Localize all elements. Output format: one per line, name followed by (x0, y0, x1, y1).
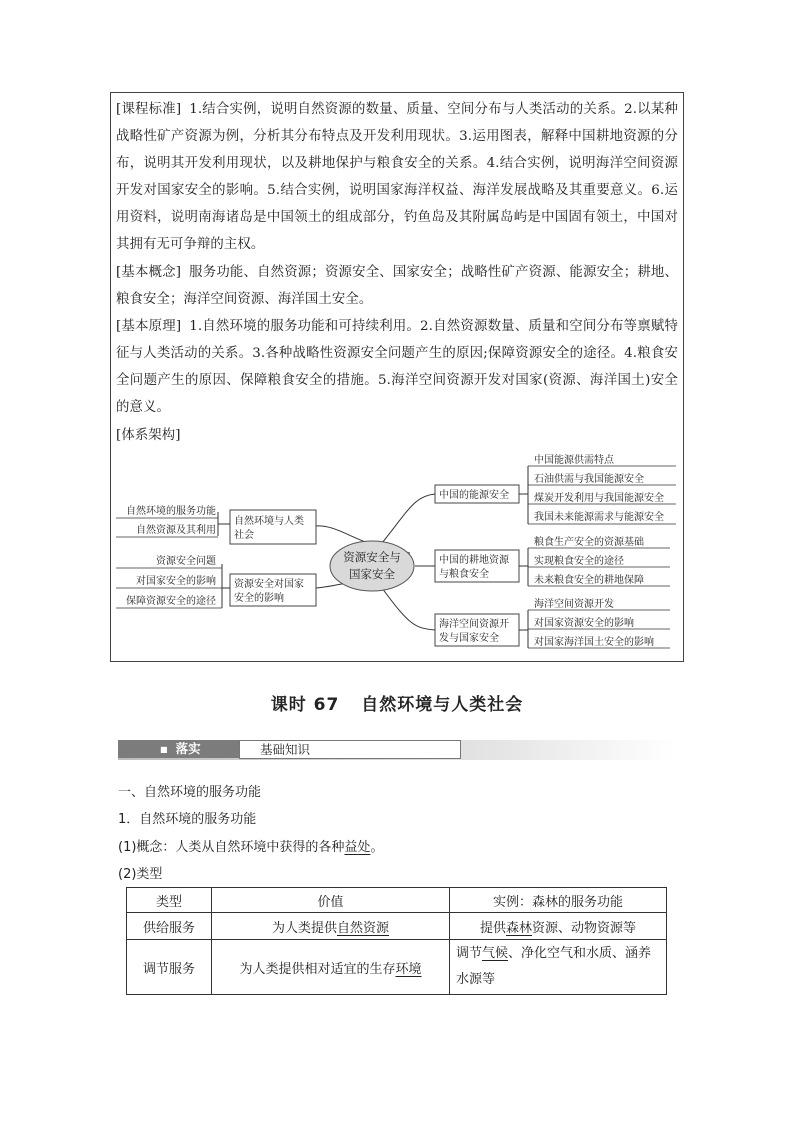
left-branch-1-title-1: 自然环境与人类 (234, 516, 304, 527)
right-branch-2-title-1: 中国的耕地资源 (439, 555, 509, 566)
types-label: (2)类型 (118, 867, 163, 882)
left-branch-1-item-2: 自然资源及其利用 (136, 525, 216, 536)
principles-label: [基本原理] (116, 319, 182, 334)
concepts-label: [基本概念] (116, 265, 182, 280)
right-branch-3-item-3: 对国家海洋国土安全的影响 (534, 637, 654, 648)
left-branch-2-title-2: 安全的影响 (234, 593, 284, 604)
answer-key: 益处 (344, 840, 371, 855)
lesson-number: 课时 67 (270, 695, 340, 715)
definition-line: (1)概念：人类从自然环境中获得的各种益处。 (118, 840, 384, 855)
right-branch-1-item-1: 中国能源供需特点 (534, 455, 614, 466)
left-branch-2-item-1: 资源安全问题 (156, 556, 216, 567)
table-header-row (127, 888, 667, 913)
right-branch-3-item-1: 海洋空间资源开发 (534, 599, 614, 610)
basic-principles (116, 313, 678, 421)
header-value: 价值 (212, 888, 450, 913)
right-branch-3-title-1: 海洋空间资源开 (439, 619, 509, 630)
framework-label: [体系架构] (116, 428, 181, 443)
header-type: 类型 (127, 888, 212, 913)
right-branch-2-item-3: 未来粮食安全的耕地保障 (534, 575, 644, 586)
course-standards (116, 96, 678, 258)
center-line-2: 国家安全 (349, 567, 395, 581)
right-branch-2-item-2: 实现粮食安全的途径 (534, 556, 624, 567)
framework-mind-map (110, 448, 684, 658)
right-branch-2-title-2: 与粮食安全 (439, 569, 489, 580)
center-node (330, 541, 414, 591)
right-branch-1-item-3: 煤炭开发利用与我国能源安全 (534, 493, 664, 504)
right-branch-1-item-4: 我国未来能源需求与能源安全 (534, 512, 664, 523)
concepts-text: 服务功能、自然资源；资源安全、国家安全；战略性矿产资源、能源安全；耕地、粮食安全；海洋空间资源、海洋国土安全。 (116, 265, 678, 307)
lesson-name: 自然环境与人类社会 (361, 695, 524, 715)
section-tag-text: 落实 (175, 741, 201, 756)
section-bar (118, 740, 676, 760)
header-example: 实例：森林的服务功能 (450, 888, 667, 913)
left-branch-1-item-1: 自然环境的服务功能 (126, 506, 216, 517)
right-branch-1-item-2: 石油供需与我国能源安全 (534, 474, 644, 485)
standards-text: 1.结合实例，说明自然资源的数量、质量、空间分布与人类活动的关系。2.以某种战略性矿产资源为例，分析其分布特点及开发利用现状。3.运用图表，解释中国耕地资源的分布，说明其开发利用现状，以及耕地保护与粮食安全的关系。4.结合实例，说明海洋空间资源开发对国家安全的影响。5.结合实例，说明国家海洋权益、海洋发展战略及其重要意义。6.运用资料，说明南海诸岛是中国领土的组成部分，钓鱼岛及其附属岛屿是中国固有领土，中国对其拥有无可争辩的主权。 (116, 102, 678, 252)
right-branch-1-title: 中国的能源安全 (439, 490, 509, 501)
framework-heading (116, 422, 678, 449)
standards-label: [课程标准] (116, 102, 182, 117)
right-branch-3-title-2: 发与国家安全 (439, 633, 499, 644)
section-label: 基础知识 (239, 740, 461, 759)
heading-1: 一、自然环境的服务功能 (118, 785, 262, 800)
right-branch-2-item-1: 粮食生产安全的资源基础 (534, 537, 644, 548)
left-branch-1-title-2: 社会 (234, 530, 254, 541)
connector-right-1 (382, 494, 435, 543)
table-row: 调节服务 为人类提供相对适宜的生存环境 调节气候、净化空气和水质、涵养水源等 (127, 940, 667, 995)
principles-text: 1.自然环境的服务功能和可持续利用。2.自然资源数量、质量和空间分布等禀赋特征与人类活动的关系。3.各种战略性资源安全问题产生的原因;保障资源安全的途径。4.粮食安全问题产生的原因、保障粮食安全的措施。5.海洋空间资源开发对国家(资源、海洋国土)安全的意义。 (116, 319, 678, 415)
service-types-table (126, 887, 667, 995)
left-branch-2-item-2: 对国家安全的影响 (136, 576, 216, 587)
table-row: 供给服务 为人类提供自然资源 提供森林资源、动物资源等 (127, 913, 667, 940)
basic-concepts (116, 259, 678, 313)
heading-2: 1．自然环境的服务功能 (118, 812, 257, 827)
lesson-title (0, 690, 794, 715)
left-branch-2-item-3: 保障资源安全的途径 (126, 596, 216, 607)
center-line-1: 资源安全与 (343, 550, 401, 564)
connector-right-3 (382, 588, 435, 630)
section-tag: ■ 落实 (118, 740, 239, 758)
left-branch-2-title-1: 资源安全对国家 (234, 579, 304, 590)
right-branch-3-item-2: 对国家资源安全的影响 (534, 618, 634, 629)
